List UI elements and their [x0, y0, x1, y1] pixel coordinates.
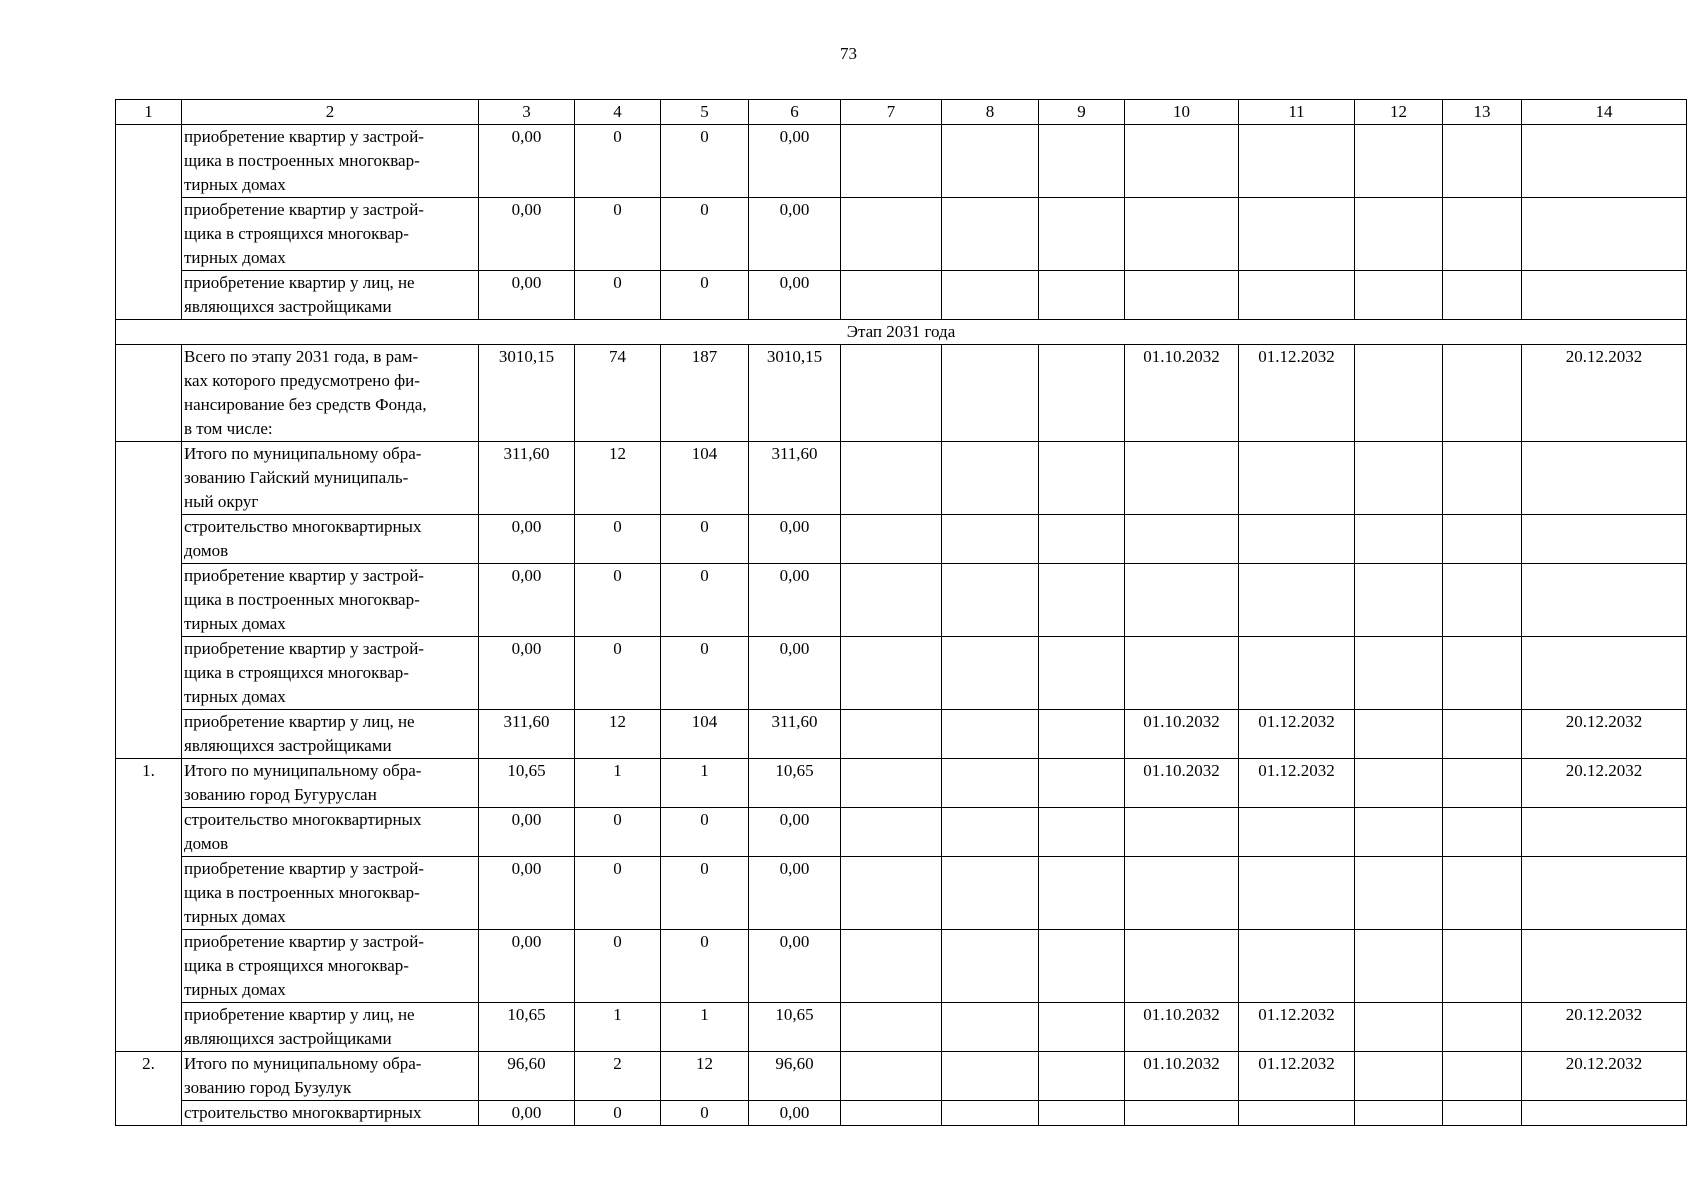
row-number-cell — [116, 442, 182, 759]
row-description — [182, 1052, 479, 1101]
col-7-cell — [841, 564, 942, 637]
col-13-cell — [1443, 808, 1522, 857]
date-col-14-cell — [1522, 271, 1687, 320]
col-7-cell — [841, 759, 942, 808]
table-row — [116, 564, 1687, 637]
area-cell: 0 — [661, 637, 749, 710]
col-8-cell — [942, 1101, 1039, 1126]
description-line: щика в строящихся многоквар- — [184, 663, 409, 682]
col-12-cell — [1355, 808, 1443, 857]
table-row — [116, 515, 1687, 564]
area-cell: 1 — [661, 759, 749, 808]
total-cost-cell: 0,00 — [479, 637, 575, 710]
cost-cell: 96,60 — [749, 1052, 841, 1101]
description-line: щика в построенных многоквар- — [184, 590, 420, 609]
col-8-cell — [942, 710, 1039, 759]
col-13-cell — [1443, 637, 1522, 710]
row-description — [182, 857, 479, 930]
area-cell: 187 — [661, 345, 749, 442]
col-9-cell — [1039, 710, 1125, 759]
col-8-cell — [942, 759, 1039, 808]
col-8-cell — [942, 930, 1039, 1003]
cost-cell: 0,00 — [749, 198, 841, 271]
description-line: домов — [184, 834, 229, 853]
col-13-cell — [1443, 515, 1522, 564]
date-col-11-cell: 01.12.2032 — [1239, 759, 1355, 808]
total-cost-cell: 3010,15 — [479, 345, 575, 442]
date-col-11-cell — [1239, 442, 1355, 515]
col-7-cell — [841, 808, 942, 857]
date-col-10-cell — [1125, 637, 1239, 710]
date-col-14-cell: 20.12.2032 — [1522, 345, 1687, 442]
date-col-10-cell — [1125, 564, 1239, 637]
residents-count-cell: 1 — [575, 1003, 661, 1052]
date-col-14-cell — [1522, 1101, 1687, 1126]
col-8-cell — [942, 345, 1039, 442]
date-col-11-cell — [1239, 1101, 1355, 1126]
table-row — [116, 759, 1687, 808]
col-9-cell — [1039, 637, 1125, 710]
description-line: тирных домах — [184, 175, 286, 194]
area-cell: 0 — [661, 1101, 749, 1126]
date-col-14-cell — [1522, 125, 1687, 198]
total-cost-cell: 0,00 — [479, 808, 575, 857]
col-9-cell — [1039, 1003, 1125, 1052]
col-12-cell — [1355, 759, 1443, 808]
row-description — [182, 710, 479, 759]
description-line: тирных домах — [184, 907, 286, 926]
date-col-11-cell: 01.12.2032 — [1239, 1052, 1355, 1101]
row-description — [182, 930, 479, 1003]
date-col-11-cell — [1239, 808, 1355, 857]
col-7-cell — [841, 1101, 942, 1126]
residents-count-cell: 12 — [575, 710, 661, 759]
description-line: зованию город Бугуруслан — [184, 785, 377, 804]
col-8-cell — [942, 271, 1039, 320]
total-cost-cell: 0,00 — [479, 125, 575, 198]
page-number: 73 — [840, 44, 857, 63]
row-number-cell: 2. — [116, 1052, 182, 1126]
header-col-7: 7 — [841, 100, 942, 125]
residents-count-cell: 0 — [575, 637, 661, 710]
description-line: Итого по муниципальному обра- — [184, 1054, 422, 1073]
col-8-cell — [942, 637, 1039, 710]
date-col-10-cell — [1125, 442, 1239, 515]
date-col-14-cell — [1522, 857, 1687, 930]
col-13-cell — [1443, 345, 1522, 442]
row-description — [182, 515, 479, 564]
description-line: являющихся застройщиками — [184, 1029, 392, 1048]
description-line: Итого по муниципальному обра- — [184, 444, 422, 463]
description-line: строительство многоквартирных — [184, 810, 422, 829]
col-12-cell — [1355, 515, 1443, 564]
description-line: зованию Гайский муниципаль- — [184, 468, 409, 487]
col-12-cell — [1355, 857, 1443, 930]
total-cost-cell: 0,00 — [479, 271, 575, 320]
col-7-cell — [841, 442, 942, 515]
table-row — [116, 710, 1687, 759]
area-cell: 0 — [661, 198, 749, 271]
row-number-cell — [116, 125, 182, 320]
header-col-2: 2 — [182, 100, 479, 125]
total-cost-cell: 0,00 — [479, 930, 575, 1003]
header-col-3: 3 — [479, 100, 575, 125]
col-12-cell — [1355, 125, 1443, 198]
row-description — [182, 1003, 479, 1052]
cost-cell: 3010,15 — [749, 345, 841, 442]
cost-cell: 311,60 — [749, 442, 841, 515]
row-description — [182, 1101, 479, 1126]
date-col-11-cell — [1239, 564, 1355, 637]
date-col-11-cell — [1239, 637, 1355, 710]
header-col-12: 12 — [1355, 100, 1443, 125]
date-col-10-cell: 01.10.2032 — [1125, 345, 1239, 442]
date-col-11-cell: 01.12.2032 — [1239, 345, 1355, 442]
col-9-cell — [1039, 515, 1125, 564]
col-13-cell — [1443, 759, 1522, 808]
date-col-11-cell: 01.12.2032 — [1239, 710, 1355, 759]
description-line: в том числе: — [184, 419, 273, 438]
stage-row — [116, 320, 1687, 345]
description-line: Итого по муниципальному обра- — [184, 761, 422, 780]
residents-count-cell: 0 — [575, 1101, 661, 1126]
row-description — [182, 637, 479, 710]
total-cost-cell: 0,00 — [479, 564, 575, 637]
description-line: строительство многоквартирных — [184, 517, 422, 536]
total-cost-cell: 10,65 — [479, 759, 575, 808]
residents-count-cell: 74 — [575, 345, 661, 442]
header-col-13: 13 — [1443, 100, 1522, 125]
col-12-cell — [1355, 345, 1443, 442]
area-cell: 104 — [661, 710, 749, 759]
table-row — [116, 271, 1687, 320]
col-13-cell — [1443, 564, 1522, 637]
col-12-cell — [1355, 1052, 1443, 1101]
col-12-cell — [1355, 271, 1443, 320]
area-cell: 0 — [661, 515, 749, 564]
total-cost-cell: 10,65 — [479, 1003, 575, 1052]
col-13-cell — [1443, 1003, 1522, 1052]
date-col-14-cell — [1522, 930, 1687, 1003]
date-col-10-cell — [1125, 125, 1239, 198]
residents-count-cell: 0 — [575, 564, 661, 637]
date-col-10-cell — [1125, 198, 1239, 271]
col-13-cell — [1443, 1101, 1522, 1126]
date-col-10-cell — [1125, 515, 1239, 564]
residents-count-cell: 0 — [575, 857, 661, 930]
date-col-10-cell: 01.10.2032 — [1125, 1003, 1239, 1052]
area-cell: 0 — [661, 930, 749, 1003]
col-13-cell — [1443, 1052, 1522, 1101]
header-col-6: 6 — [749, 100, 841, 125]
col-9-cell — [1039, 564, 1125, 637]
date-col-11-cell — [1239, 515, 1355, 564]
col-7-cell — [841, 515, 942, 564]
col-7-cell — [841, 271, 942, 320]
col-7-cell — [841, 857, 942, 930]
col-9-cell — [1039, 808, 1125, 857]
residents-count-cell: 0 — [575, 808, 661, 857]
col-9-cell — [1039, 857, 1125, 930]
date-col-11-cell — [1239, 857, 1355, 930]
date-col-14-cell: 20.12.2032 — [1522, 1052, 1687, 1101]
col-7-cell — [841, 125, 942, 198]
total-cost-cell: 311,60 — [479, 442, 575, 515]
row-number-cell — [116, 345, 182, 442]
col-13-cell — [1443, 710, 1522, 759]
col-12-cell — [1355, 442, 1443, 515]
col-9-cell — [1039, 1052, 1125, 1101]
area-cell: 0 — [661, 857, 749, 930]
col-9-cell — [1039, 198, 1125, 271]
description-line: щика в построенных многоквар- — [184, 151, 420, 170]
col-9-cell — [1039, 759, 1125, 808]
col-8-cell — [942, 198, 1039, 271]
total-cost-cell: 0,00 — [479, 515, 575, 564]
table-row — [116, 345, 1687, 442]
row-description — [182, 271, 479, 320]
date-col-11-cell — [1239, 271, 1355, 320]
col-8-cell — [942, 564, 1039, 637]
description-line: приобретение квартир у застрой- — [184, 127, 424, 146]
header-col-5: 5 — [661, 100, 749, 125]
date-col-11-cell — [1239, 125, 1355, 198]
residents-count-cell: 2 — [575, 1052, 661, 1101]
description-line: приобретение квартир у застрой- — [184, 566, 424, 585]
residents-count-cell: 0 — [575, 515, 661, 564]
col-9-cell — [1039, 442, 1125, 515]
area-cell: 0 — [661, 564, 749, 637]
table-row — [116, 1101, 1687, 1126]
col-12-cell — [1355, 930, 1443, 1003]
col-9-cell — [1039, 271, 1125, 320]
col-13-cell — [1443, 442, 1522, 515]
cost-cell: 0,00 — [749, 857, 841, 930]
col-9-cell — [1039, 1101, 1125, 1126]
col-8-cell — [942, 125, 1039, 198]
date-col-14-cell — [1522, 808, 1687, 857]
area-cell: 0 — [661, 808, 749, 857]
header-col-10: 10 — [1125, 100, 1239, 125]
total-cost-cell: 96,60 — [479, 1052, 575, 1101]
description-line: приобретение квартир у застрой- — [184, 200, 424, 219]
description-line: ный округ — [184, 492, 259, 511]
table-row — [116, 125, 1687, 198]
date-col-14-cell — [1522, 564, 1687, 637]
col-7-cell — [841, 637, 942, 710]
date-col-11-cell: 01.12.2032 — [1239, 1003, 1355, 1052]
description-line: ках которого предусмотрено фи- — [184, 371, 420, 390]
date-col-10-cell: 01.10.2032 — [1125, 1052, 1239, 1101]
description-line: нансирование без средств Фонда, — [184, 395, 427, 414]
residents-count-cell: 1 — [575, 759, 661, 808]
table-row — [116, 1003, 1687, 1052]
area-cell: 0 — [661, 271, 749, 320]
description-line: являющихся застройщиками — [184, 297, 392, 316]
date-col-14-cell: 20.12.2032 — [1522, 1003, 1687, 1052]
col-12-cell — [1355, 564, 1443, 637]
residents-count-cell: 12 — [575, 442, 661, 515]
row-description — [182, 564, 479, 637]
cost-cell: 311,60 — [749, 710, 841, 759]
table-row — [116, 1052, 1687, 1101]
col-12-cell — [1355, 198, 1443, 271]
col-13-cell — [1443, 857, 1522, 930]
description-line: Всего по этапу 2031 года, в рам- — [184, 347, 419, 366]
col-13-cell — [1443, 271, 1522, 320]
table-row — [116, 637, 1687, 710]
description-line: являющихся застройщиками — [184, 736, 392, 755]
description-line: щика в строящихся многоквар- — [184, 956, 409, 975]
col-8-cell — [942, 442, 1039, 515]
date-col-14-cell: 20.12.2032 — [1522, 710, 1687, 759]
col-8-cell — [942, 1003, 1039, 1052]
col-7-cell — [841, 1003, 942, 1052]
description-line: щика в построенных многоквар- — [184, 883, 420, 902]
resettlement-table — [115, 99, 1687, 1126]
col-7-cell — [841, 710, 942, 759]
date-col-10-cell — [1125, 930, 1239, 1003]
cost-cell: 0,00 — [749, 808, 841, 857]
date-col-14-cell: 20.12.2032 — [1522, 759, 1687, 808]
date-col-10-cell: 01.10.2032 — [1125, 710, 1239, 759]
row-number-cell: 1. — [116, 759, 182, 1052]
row-description — [182, 345, 479, 442]
col-8-cell — [942, 515, 1039, 564]
cost-cell: 0,00 — [749, 515, 841, 564]
description-line: тирных домах — [184, 248, 286, 267]
row-description — [182, 198, 479, 271]
header-col-8: 8 — [942, 100, 1039, 125]
description-line: приобретение квартир у лиц, не — [184, 712, 415, 731]
description-line: домов — [184, 541, 229, 560]
cost-cell: 0,00 — [749, 637, 841, 710]
table-body — [116, 125, 1687, 1126]
row-description — [182, 759, 479, 808]
col-7-cell — [841, 198, 942, 271]
area-cell: 104 — [661, 442, 749, 515]
area-cell: 1 — [661, 1003, 749, 1052]
total-cost-cell: 0,00 — [479, 198, 575, 271]
date-col-11-cell — [1239, 198, 1355, 271]
date-col-11-cell — [1239, 930, 1355, 1003]
row-description — [182, 125, 479, 198]
header-col-1: 1 — [116, 100, 182, 125]
residents-count-cell: 0 — [575, 198, 661, 271]
total-cost-cell: 0,00 — [479, 1101, 575, 1126]
header-col-9: 9 — [1039, 100, 1125, 125]
col-9-cell — [1039, 125, 1125, 198]
date-col-10-cell — [1125, 271, 1239, 320]
col-9-cell — [1039, 345, 1125, 442]
description-line: приобретение квартир у лиц, не — [184, 1005, 415, 1024]
area-cell: 0 — [661, 125, 749, 198]
date-col-14-cell — [1522, 198, 1687, 271]
area-cell: 12 — [661, 1052, 749, 1101]
table-row — [116, 808, 1687, 857]
description-line: тирных домах — [184, 687, 286, 706]
col-9-cell — [1039, 930, 1125, 1003]
col-12-cell — [1355, 710, 1443, 759]
table-row — [116, 857, 1687, 930]
cost-cell: 0,00 — [749, 271, 841, 320]
table-row — [116, 930, 1687, 1003]
date-col-14-cell — [1522, 637, 1687, 710]
description-line: тирных домах — [184, 980, 286, 999]
date-col-10-cell — [1125, 1101, 1239, 1126]
date-col-14-cell — [1522, 442, 1687, 515]
col-13-cell — [1443, 930, 1522, 1003]
date-col-10-cell — [1125, 808, 1239, 857]
col-8-cell — [942, 808, 1039, 857]
row-description — [182, 442, 479, 515]
date-col-10-cell — [1125, 857, 1239, 930]
description-line: приобретение квартир у лиц, не — [184, 273, 415, 292]
residents-count-cell: 0 — [575, 930, 661, 1003]
cost-cell: 0,00 — [749, 930, 841, 1003]
col-13-cell — [1443, 125, 1522, 198]
description-line: зованию город Бузулук — [184, 1078, 352, 1097]
table-row — [116, 198, 1687, 271]
header-col-11: 11 — [1239, 100, 1355, 125]
residents-count-cell: 0 — [575, 125, 661, 198]
stage-title: Этап 2031 года — [116, 320, 1687, 345]
description-line: приобретение квартир у застрой- — [184, 639, 424, 658]
col-12-cell — [1355, 637, 1443, 710]
total-cost-cell: 311,60 — [479, 710, 575, 759]
col-8-cell — [942, 1052, 1039, 1101]
header-row — [116, 100, 1687, 125]
description-line: тирных домах — [184, 614, 286, 633]
col-13-cell — [1443, 198, 1522, 271]
col-12-cell — [1355, 1003, 1443, 1052]
row-description — [182, 808, 479, 857]
total-cost-cell: 0,00 — [479, 857, 575, 930]
col-7-cell — [841, 930, 942, 1003]
cost-cell: 10,65 — [749, 1003, 841, 1052]
residents-count-cell: 0 — [575, 271, 661, 320]
description-line: щика в строящихся многоквар- — [184, 224, 409, 243]
header-col-4: 4 — [575, 100, 661, 125]
header-col-14: 14 — [1522, 100, 1687, 125]
description-line: строительство многоквартирных — [184, 1103, 422, 1122]
col-12-cell — [1355, 1101, 1443, 1126]
date-col-10-cell: 01.10.2032 — [1125, 759, 1239, 808]
description-line: приобретение квартир у застрой- — [184, 859, 424, 878]
cost-cell: 0,00 — [749, 125, 841, 198]
cost-cell: 0,00 — [749, 564, 841, 637]
col-7-cell — [841, 345, 942, 442]
table-row — [116, 442, 1687, 515]
cost-cell: 0,00 — [749, 1101, 841, 1126]
col-8-cell — [942, 857, 1039, 930]
date-col-14-cell — [1522, 515, 1687, 564]
cost-cell: 10,65 — [749, 759, 841, 808]
col-7-cell — [841, 1052, 942, 1101]
description-line: приобретение квартир у застрой- — [184, 932, 424, 951]
